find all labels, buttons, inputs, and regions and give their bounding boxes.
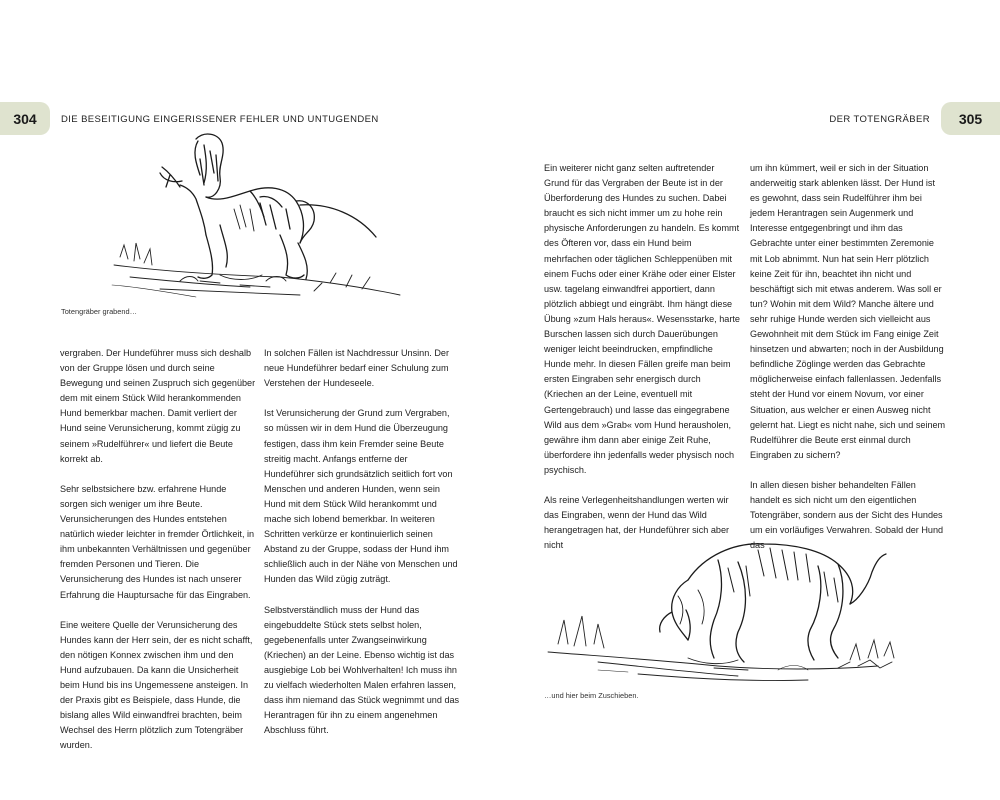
page-number-right [941, 102, 1000, 135]
paragraph: Als reine Verlegenheitshandlungen werten wir das Eingraben, wenn der Hund das Wild herangetragen hat, der Hundeführer sich aber nicht [544, 495, 730, 551]
paragraph: um ihn kümmert, weil er sich in der Situation anderweitig stark ablenken lässt. Der Hund ist es gewohnt, dass sein Rudelführer ihm bei jedem Herantragen sein Augenmerk und Interesse entgegenbringt und ihm das Gebrachte unter einer bestimmten Zeremonie mit Lob abnimmt. Nun hat sein Herr plötzlich keine Zeit für ihn, beachtet ihn nicht und beschäftigt sich mit etwas anderem. Was soll er tun? Wohin mit dem Wild? Manche ältere und sehr ruhige Hunde werden sich vielleicht aus Gewohnheit mit dem Stück im Fang einige Zeit hinsetzen und abwarten; noch in der Ausbildung befindliche Zöglinge werden das Gebrachte möglicherweise einfach fallenlassen. Jedenfalls steht der Hund vor einem Novum, vor einer Situation, aus welcher er einen Ausweg nicht gelernt hat. Liegt es nicht nahe, sich und seinem Rudelführer die Beute erst einmal durch Eingraben zu sichern? [750, 163, 946, 460]
caption-left: Totengräber grabend… [61, 307, 138, 316]
page-number-left [0, 102, 50, 135]
page-number-right-text: 305 [958, 110, 983, 127]
running-head-left: DIE BESEITIGUNG EINGERISSENER FEHLER UND UNTUGENDEN [61, 114, 379, 125]
text-column-left-1 [60, 346, 256, 769]
paragraph: vergraben. Der Hundeführer muss sich deshalb von der Gruppe lösen und durch seine Bewegung und seinen Zuspruch sich gegenüber dem mit einem Stück Wild herankommenden Hund bemerkbar machen. Damit verliert der Hund seine Verunsicherung, kommt zügig zu seinem »Rudelführer« und liefert die Beute korrekt ab. [60, 348, 256, 464]
dog-burying-illustration [538, 520, 916, 688]
paragraph: Sehr selbstsichere bzw. erfahrene Hunde sorgen sich weniger um ihre Beute. Verunsicherungen des Hundes entstehen natürlich wieder leichter in fremder Örtlichkeit, in ihm unbekannten Verhältnissen und gegenüber fremden Personen und Tieren. Die Verunsicherung des Hundes ist nach unserer Erfahrung die Hauptursache für das Eingraben. [60, 483, 255, 600]
dog-digging-illustration [100, 125, 410, 305]
paragraph: Eine weitere Quelle der Verunsicherung des Hundes kann der Herr sein, der es nicht schafft, den nötigen Konnex zwischen ihm und den Hund aufzubauen. Da kann die Unsicherheit beim Hund bis ins Ungemessene ansteigen. In der Praxis gibt es Beispiele, dass Hunde, die bislang alles Wild einwandfrei brachten, beim Wechsel des Herrn plötzlich zum Totengräber wurden. [60, 619, 253, 751]
paragraph: In solchen Fällen ist Nachdressur Unsinn. Der neue Hundeführer bedarf einer Schulung zum Verstehen der Hundeseele. [264, 348, 449, 389]
caption-right: …und hier beim Zuschieben. [544, 691, 639, 700]
paragraph: Selbstverständlich muss der Hund das eingebuddelte Stück stets selbst holen, gegebenenfalls unter Zwangseinwirkung (Kriechen) an der Leine. Ebenso wichtig ist das ausgiebige Lob bei Wohlverhalten! Ich muss ihn zu vielfach wiederholten Malen erfahren lassen, dass ihm niemand das Stück wegnimmt und das Herantragen für ihn zu einem angenehmen Abschluss führt. [264, 604, 460, 736]
text-column-right-1 [544, 161, 740, 569]
paragraph: Ein weiterer nicht ganz selten auftretender Grund für das Vergraben der Beute ist in der Überforderung des Hundes zu suchen. Dabei braucht es sich nicht immer um zu hohe rein physische Anforderungen zu handeln. Es kommt des Öfteren vor, dass ein Hund beim mehrfachen oder täglichen Schleppenüben mit einem Fuchs oder einer Krähe oder einer Elster usw. tagelang einwandfrei apportiert, dann plötzlich abbiegt und eingräbt. Ihm hängt diese Übung »zum Hals heraus«. Wesensstarke, harte Burschen lassen sich durch Dauerübungen weniger leicht beeindrucken, empfindliche Hunde mehr. In diesen Fällen greife man beim ersten Eingraben sehr energisch durch (Kriechen an der Leine, eventuell mit Gertengebrauch) und lasse das eingegrabene Wild aus dem »Grab« vom Hund herausholen, gewähre ihm dann aber einige Zeit Ruhe, überfordere ihn jedenfalls weder physisch noch psychisch. [544, 163, 740, 475]
text-column-left-2 [264, 346, 460, 754]
paragraph: Ist Verunsicherung der Grund zum Vergraben, so müssen wir in dem Hund die Überzeugung festigen, dass ihm kein Fremder seine Beute streitig macht. Anfangs entferne der Hundeführer sich grundsätzlich seitlich fort von Menschen und anderen Hunden, wenn sein Hund mit dem Stück Wild herankommt und mache sich lobend bemerkbar. In weiteren Schritten verkürze er kontinuierlich seinen Abstand zu der Gruppe, sodass der Hund ihm schließlich auch in der Nähe von Menschen und Hunden das Wild zügig zuträgt. [264, 408, 458, 585]
page-number-left-text: 304 [13, 110, 37, 127]
paragraph: In allen diesen bisher behandelten Fällen handelt es sich nicht um den eigentlichen Totengräber, sondern aus der Sicht des Hundes um ein vorläufiges Verwahren. Sobald der Hund das [750, 479, 944, 551]
running-head-right: DER TOTENGRÄBER [829, 114, 930, 125]
text-column-right-2 [750, 161, 946, 569]
